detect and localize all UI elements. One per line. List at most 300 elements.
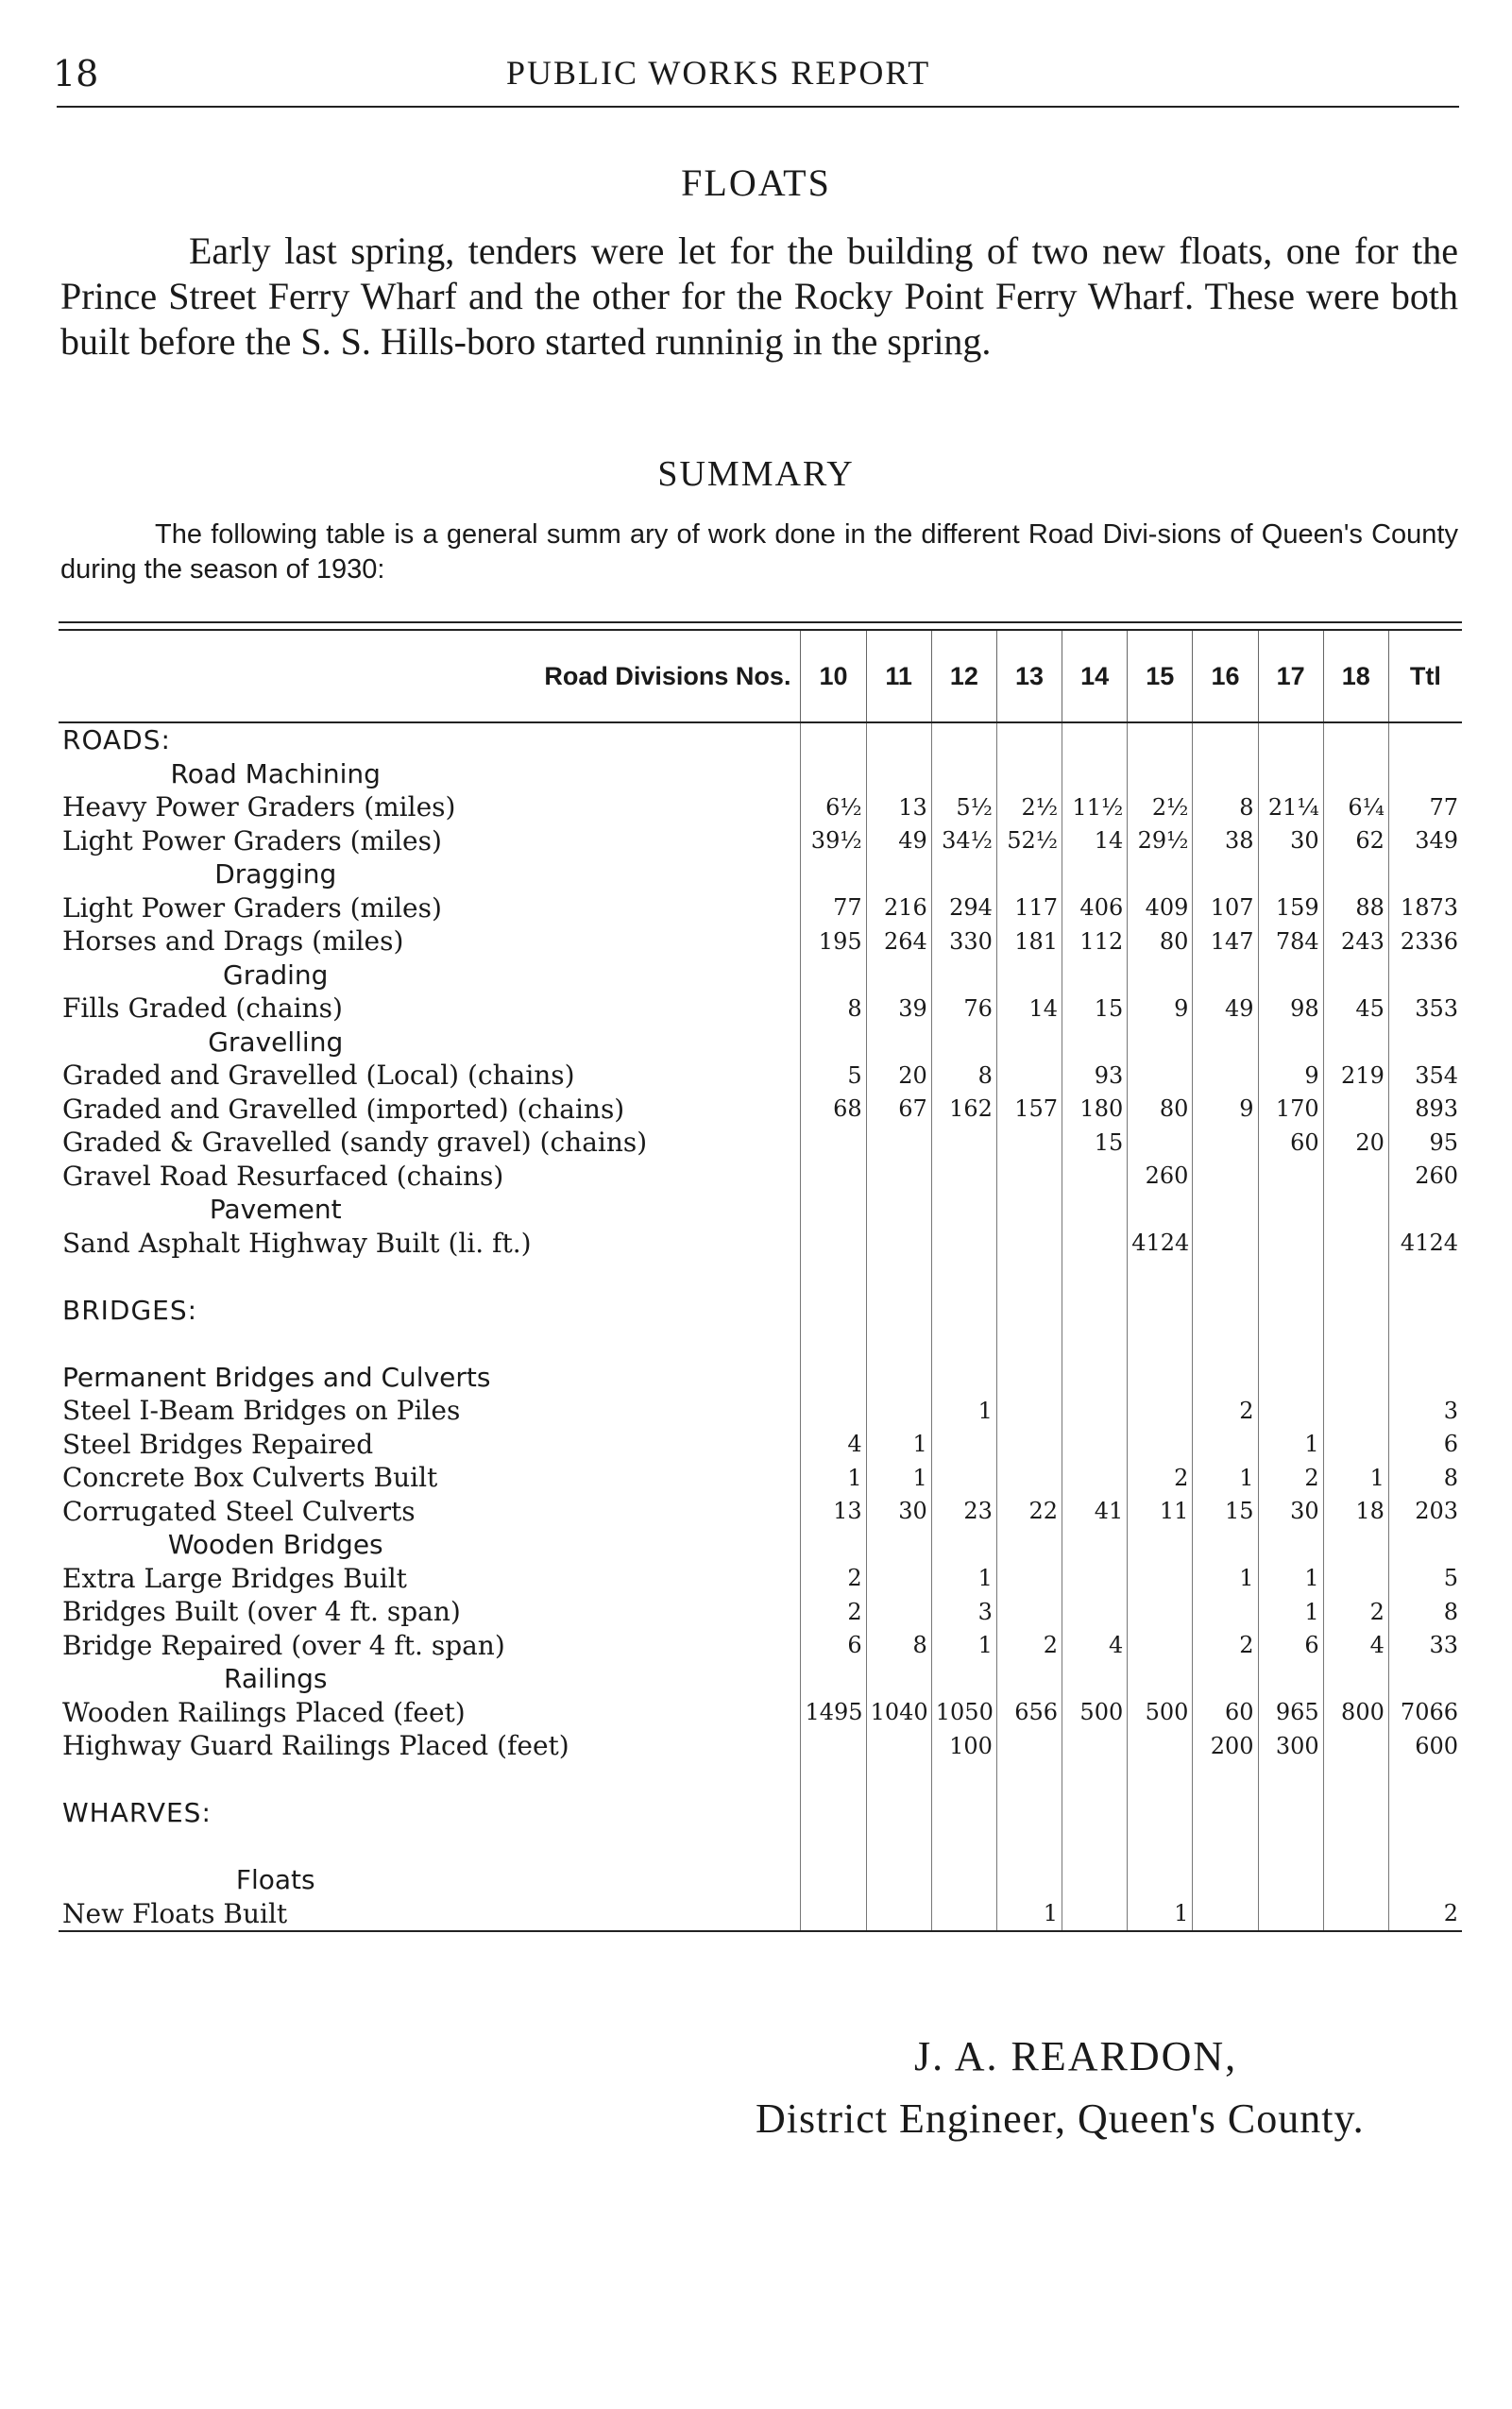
cell-14: 4: [1062, 1629, 1128, 1663]
cell-ttl: 3: [1388, 1394, 1462, 1428]
cell-ttl: 203: [1388, 1495, 1462, 1529]
cell-12: 5½: [931, 790, 996, 824]
cell-10: [801, 1796, 866, 1830]
cell-18: [1323, 1729, 1388, 1763]
cell-17: [1258, 1361, 1323, 1395]
table-row: [59, 1696, 1462, 1730]
spacer-cell: [1323, 1260, 1388, 1294]
cell-14: 41: [1062, 1495, 1128, 1529]
section-label: ROADS:: [62, 724, 171, 756]
cell-10: [801, 959, 866, 992]
spacer-cell: [1128, 1830, 1193, 1864]
table-row: [59, 1428, 1462, 1462]
cell-15: [1128, 1662, 1193, 1696]
cell-14: 180: [1062, 1093, 1128, 1127]
cell-15: [1128, 1026, 1193, 1060]
cell-17: [1258, 1160, 1323, 1194]
cell-16: [1193, 722, 1258, 757]
cell-ttl: [1388, 757, 1462, 791]
cell-17: 30: [1258, 1495, 1323, 1529]
spacer-cell: [1258, 1327, 1323, 1361]
cell-15: [1128, 1193, 1193, 1227]
spacer-cell: [1128, 1763, 1193, 1797]
cell-16: 60: [1193, 1696, 1258, 1730]
spacer-cell: [996, 1260, 1062, 1294]
cell-18: 88: [1323, 891, 1388, 925]
cell-17: [1258, 1026, 1323, 1060]
subheading-row: [59, 959, 1462, 992]
cell-12: [931, 1528, 996, 1562]
row-label: New Floats Built: [59, 1897, 801, 1932]
cell-15: [1128, 722, 1193, 757]
cell-12: [931, 1026, 996, 1060]
cell-14: [1062, 1361, 1128, 1395]
cell-10: 1: [801, 1461, 866, 1495]
cell-16: 1: [1193, 1461, 1258, 1495]
table-row: [59, 1595, 1462, 1629]
cell-ttl: [1388, 1796, 1462, 1830]
cell-16: 147: [1193, 925, 1258, 959]
cell-10: [801, 1160, 866, 1194]
table-row: [59, 925, 1462, 959]
cell-17: [1258, 1662, 1323, 1696]
cell-17: 1: [1258, 1595, 1323, 1629]
cell-18: [1323, 722, 1388, 757]
cell-11: [866, 757, 931, 791]
cell-16: 49: [1193, 992, 1258, 1026]
cell-13: [996, 857, 1062, 891]
cell-18: [1323, 1294, 1388, 1328]
spacer-cell: [1193, 1260, 1258, 1294]
cell-10: [801, 1528, 866, 1562]
cell-13: 181: [996, 925, 1062, 959]
cell-13: 2: [996, 1629, 1062, 1663]
cell-ttl: 2336: [1388, 925, 1462, 959]
cell-12: [931, 1193, 996, 1227]
cell-17: 170: [1258, 1093, 1323, 1127]
cell-10: 2: [801, 1595, 866, 1629]
cell-17: 300: [1258, 1729, 1323, 1763]
cell-14: [1062, 1729, 1128, 1763]
table-spacer-row: [59, 1830, 1462, 1864]
cell-10: 6: [801, 1629, 866, 1663]
table-row: [59, 1729, 1462, 1763]
subheading-label: Permanent Bridges and Culverts: [62, 1361, 491, 1393]
cell-16: 15: [1193, 1495, 1258, 1529]
cell-11: [866, 959, 931, 992]
cell-12: [931, 1897, 996, 1932]
cell-16: [1193, 959, 1258, 992]
cell-14: [1062, 1897, 1128, 1932]
cell-18: 20: [1323, 1126, 1388, 1160]
table-header-row: [59, 630, 1462, 722]
cell-14: 15: [1062, 992, 1128, 1026]
summary-heading: SUMMARY: [657, 454, 855, 494]
cell-14: 112: [1062, 925, 1128, 959]
cell-10: [801, 1294, 866, 1328]
spacer-cell: [1388, 1260, 1462, 1294]
subheading-row: [59, 1026, 1462, 1060]
cell-10: 68: [801, 1093, 866, 1127]
cell-ttl: 77: [1388, 790, 1462, 824]
subheading-row: [59, 1863, 1462, 1897]
table-row: [59, 992, 1462, 1026]
cell-16: [1193, 1160, 1258, 1194]
table-row: [59, 1093, 1462, 1127]
spacer-cell: [1258, 1260, 1323, 1294]
row-label: Light Power Graders (miles): [62, 824, 442, 857]
cell-13: [996, 1394, 1062, 1428]
spacer-cell: [996, 1763, 1062, 1797]
cell-ttl: 8: [1388, 1595, 1462, 1629]
row-label: Graded and Gravelled (Local) (chains): [62, 1060, 575, 1092]
cell-ttl: [1388, 1193, 1462, 1227]
cell-10: [801, 1863, 866, 1897]
cell-10: 77: [801, 891, 866, 925]
cell-10: 2: [801, 1562, 866, 1596]
table-row: [59, 1897, 1462, 1932]
cell-11: 49: [866, 824, 931, 858]
row-label: Gravel Road Resurfaced (chains): [62, 1160, 504, 1192]
cell-10: 39½: [801, 824, 866, 858]
cell-13: 22: [996, 1495, 1062, 1529]
spacer-cell: [931, 1830, 996, 1864]
cell-ttl: [1388, 722, 1462, 757]
cell-13: [996, 1059, 1062, 1093]
cell-16: 1: [1193, 1562, 1258, 1596]
cell-18: 4: [1323, 1629, 1388, 1663]
cell-11: [866, 1729, 931, 1763]
cell-13: [996, 1595, 1062, 1629]
subheading-label: Gravelling: [208, 1026, 344, 1058]
cell-17: [1258, 1227, 1323, 1261]
spacer-cell: [1323, 1830, 1388, 1864]
page-header: [53, 45, 1460, 102]
cell-11: 67: [866, 1093, 931, 1127]
cell-18: [1323, 757, 1388, 791]
spacer-cell: [801, 1260, 866, 1294]
spacer-cell: [866, 1830, 931, 1864]
cell-13: [996, 1160, 1062, 1194]
cell-12: 294: [931, 891, 996, 925]
cell-11: 1040: [866, 1696, 931, 1730]
cell-16: [1193, 1897, 1258, 1932]
cell-11: [866, 1026, 931, 1060]
cell-11: 1: [866, 1428, 931, 1462]
spacer-cell: [1258, 1830, 1323, 1864]
cell-15: 2½: [1128, 790, 1193, 824]
cell-10: [801, 722, 866, 757]
column-header-11: 11: [866, 630, 931, 722]
cell-18: 62: [1323, 824, 1388, 858]
cell-15: 29½: [1128, 824, 1193, 858]
cell-14: [1062, 1394, 1128, 1428]
spacer-cell: [866, 1260, 931, 1294]
floats-paragraph: Early last spring, tenders were let for the building of two new floats, one for the Prince Street Ferry Wharf and the other for the Rocky Point Ferry Wharf. These were both built before the S. S. Hills-boro started runninig in the spring.: [60, 229, 1458, 363]
cell-12: [931, 1126, 996, 1160]
signature-name: J. A. REARDON,: [914, 2033, 1238, 2079]
page-number: 18: [53, 53, 99, 94]
cell-14: 15: [1062, 1126, 1128, 1160]
cell-12: [931, 722, 996, 757]
cell-12: [931, 959, 996, 992]
subheading-row: [59, 1528, 1462, 1562]
cell-17: [1258, 1528, 1323, 1562]
cell-11: 13: [866, 790, 931, 824]
spacer-cell: [1193, 1763, 1258, 1797]
row-label: Light Power Graders (miles): [62, 891, 442, 924]
cell-10: 8: [801, 992, 866, 1026]
cell-16: [1193, 1294, 1258, 1328]
cell-13: 157: [996, 1093, 1062, 1127]
cell-18: [1323, 1093, 1388, 1127]
cell-18: [1323, 1897, 1388, 1932]
table-row: [59, 790, 1462, 824]
section-label: WHARVES:: [62, 1797, 212, 1829]
spacer-cell: [1388, 1327, 1462, 1361]
cell-15: 80: [1128, 1093, 1193, 1127]
cell-14: [1062, 1461, 1128, 1495]
cell-ttl: [1388, 1662, 1462, 1696]
subheading-row: [59, 857, 1462, 891]
cell-15: [1128, 757, 1193, 791]
cell-17: 2: [1258, 1461, 1323, 1495]
cell-11: [866, 1528, 931, 1562]
cell-13: [996, 1126, 1062, 1160]
row-label: Steel Bridges Repaired: [62, 1428, 374, 1460]
cell-16: 8: [1193, 790, 1258, 824]
cell-12: [931, 1796, 996, 1830]
cell-13: [996, 1193, 1062, 1227]
cell-11: 1: [866, 1461, 931, 1495]
cell-13: [996, 1562, 1062, 1596]
cell-16: [1193, 857, 1258, 891]
cell-13: 117: [996, 891, 1062, 925]
cell-16: 2: [1193, 1629, 1258, 1663]
cell-15: 80: [1128, 925, 1193, 959]
cell-17: [1258, 1796, 1323, 1830]
cell-16: [1193, 1059, 1258, 1093]
cell-14: 11½: [1062, 790, 1128, 824]
spacer-cell: [1193, 1830, 1258, 1864]
spacer-cell: [1193, 1327, 1258, 1361]
cell-14: 93: [1062, 1059, 1128, 1093]
cell-18: 6¼: [1323, 790, 1388, 824]
cell-11: [866, 1595, 931, 1629]
cell-14: [1062, 1227, 1128, 1261]
cell-18: [1323, 1662, 1388, 1696]
cell-11: [866, 722, 931, 757]
cell-14: [1062, 1595, 1128, 1629]
cell-11: [866, 1193, 931, 1227]
subheading-label: Wooden Bridges: [167, 1529, 383, 1561]
cell-16: [1193, 1026, 1258, 1060]
cell-16: 200: [1193, 1729, 1258, 1763]
cell-16: 9: [1193, 1093, 1258, 1127]
cell-11: [866, 1796, 931, 1830]
cell-11: [866, 1662, 931, 1696]
table-body: [59, 722, 1462, 1931]
cell-11: 20: [866, 1059, 931, 1093]
row-label: Concrete Box Culverts Built: [62, 1462, 438, 1494]
spacer-cell: [1062, 1763, 1128, 1797]
header-rule: [57, 106, 1459, 108]
cell-13: 52½: [996, 824, 1062, 858]
signature-title: District Engineer, Queen's County.: [756, 2095, 1365, 2142]
cell-10: 5: [801, 1059, 866, 1093]
table-row: [59, 1126, 1462, 1160]
row-label: Graded and Gravelled (imported) (chains): [62, 1093, 625, 1125]
section-row: [59, 1796, 1462, 1830]
cell-13: [996, 1796, 1062, 1830]
section-row: [59, 1294, 1462, 1328]
section-row: [59, 722, 1462, 757]
cell-13: [996, 722, 1062, 757]
cell-ttl: [1388, 1528, 1462, 1562]
row-label: Graded & Gravelled (sandy gravel) (chains): [62, 1127, 648, 1159]
cell-15: [1128, 1394, 1193, 1428]
cell-17: 965: [1258, 1696, 1323, 1730]
cell-14: [1062, 1160, 1128, 1194]
cell-ttl: 7066: [1388, 1696, 1462, 1730]
cell-11: [866, 1562, 931, 1596]
spacer-cell: [1323, 1763, 1388, 1797]
cell-ttl: 600: [1388, 1729, 1462, 1763]
cell-17: [1258, 1193, 1323, 1227]
column-header-label: Road Divisions Nos.: [59, 630, 801, 722]
cell-12: 162: [931, 1093, 996, 1127]
column-header-16: 16: [1193, 630, 1258, 722]
column-header-14: 14: [1062, 630, 1128, 722]
cell-15: 2: [1128, 1461, 1193, 1495]
column-header-18: 18: [1323, 630, 1388, 722]
cell-ttl: 2: [1388, 1897, 1462, 1932]
cell-12: 100: [931, 1729, 996, 1763]
cell-15: 500: [1128, 1696, 1193, 1730]
cell-13: [996, 1294, 1062, 1328]
cell-ttl: 349: [1388, 824, 1462, 858]
cell-12: [931, 1428, 996, 1462]
cell-11: [866, 1160, 931, 1194]
cell-12: [931, 857, 996, 891]
cell-10: [801, 1227, 866, 1261]
subheading-row: [59, 1662, 1462, 1696]
table-row: [59, 1394, 1462, 1428]
summary-intro: The following table is a general summ ary of work done in the different Road Divi-sions of Queen's County during the season of 1930:: [60, 519, 1458, 585]
cell-17: 784: [1258, 925, 1323, 959]
cell-18: 45: [1323, 992, 1388, 1026]
cell-14: 406: [1062, 891, 1128, 925]
cell-15: 260: [1128, 1160, 1193, 1194]
cell-15: 409: [1128, 891, 1193, 925]
cell-18: [1323, 959, 1388, 992]
cell-12: [931, 1227, 996, 1261]
cell-14: [1062, 1662, 1128, 1696]
cell-18: [1323, 1562, 1388, 1596]
cell-15: 11: [1128, 1495, 1193, 1529]
cell-15: [1128, 1729, 1193, 1763]
table-spacer-row: [59, 1260, 1462, 1294]
spacer-cell: [1062, 1327, 1128, 1361]
cell-18: [1323, 1528, 1388, 1562]
cell-11: [866, 1394, 931, 1428]
cell-18: 243: [1323, 925, 1388, 959]
cell-18: 2: [1323, 1595, 1388, 1629]
cell-18: [1323, 1863, 1388, 1897]
subheading-row: [59, 1361, 1462, 1395]
cell-17: 60: [1258, 1126, 1323, 1160]
column-header-ttl: Ttl: [1388, 630, 1462, 722]
row-label: Corrugated Steel Culverts: [62, 1495, 416, 1527]
cell-12: [931, 1461, 996, 1495]
cell-ttl: 95: [1388, 1126, 1462, 1160]
cell-14: [1062, 1026, 1128, 1060]
cell-15: [1128, 1428, 1193, 1462]
cell-10: [801, 1729, 866, 1763]
spacer-cell: [1062, 1260, 1128, 1294]
cell-10: 195: [801, 925, 866, 959]
cell-17: 9: [1258, 1059, 1323, 1093]
cell-17: 1: [1258, 1428, 1323, 1462]
cell-ttl: [1388, 959, 1462, 992]
cell-16: [1193, 1595, 1258, 1629]
cell-12: [931, 1662, 996, 1696]
spacer-cell: [801, 1327, 866, 1361]
cell-15: [1128, 959, 1193, 992]
cell-14: [1062, 1193, 1128, 1227]
row-label: Horses and Drags (miles): [62, 925, 404, 958]
cell-17: 30: [1258, 824, 1323, 858]
cell-16: [1193, 757, 1258, 791]
cell-13: [996, 1361, 1062, 1395]
cell-17: [1258, 757, 1323, 791]
cell-15: 4124: [1128, 1227, 1193, 1261]
cell-11: [866, 1227, 931, 1261]
spacer-cell: [801, 1763, 866, 1797]
cell-14: [1062, 1863, 1128, 1897]
table-row: [59, 1160, 1462, 1194]
cell-ttl: [1388, 1863, 1462, 1897]
cell-16: [1193, 1662, 1258, 1696]
table-row: [59, 1495, 1462, 1529]
cell-12: [931, 1361, 996, 1395]
cell-13: [996, 1863, 1062, 1897]
cell-14: [1062, 1294, 1128, 1328]
cell-12: 1: [931, 1562, 996, 1596]
cell-15: [1128, 1796, 1193, 1830]
cell-14: [1062, 857, 1128, 891]
cell-ttl: 353: [1388, 992, 1462, 1026]
cell-ttl: 354: [1388, 1059, 1462, 1093]
cell-11: 39: [866, 992, 931, 1026]
spacer-cell: [1388, 1830, 1462, 1864]
cell-ttl: 4124: [1388, 1227, 1462, 1261]
cell-15: [1128, 1294, 1193, 1328]
cell-12: 330: [931, 925, 996, 959]
section-label: BRIDGES:: [62, 1294, 198, 1326]
cell-13: [996, 1662, 1062, 1696]
spacer-cell: [1062, 1830, 1128, 1864]
row-label: Fills Graded (chains): [62, 992, 343, 1025]
cell-16: [1193, 1428, 1258, 1462]
cell-18: [1323, 1428, 1388, 1462]
cell-14: [1062, 1562, 1128, 1596]
cell-16: [1193, 1361, 1258, 1395]
cell-16: [1193, 1528, 1258, 1562]
column-header-13: 13: [996, 630, 1062, 722]
cell-13: 14: [996, 992, 1062, 1026]
spacer-cell: [59, 1830, 801, 1864]
